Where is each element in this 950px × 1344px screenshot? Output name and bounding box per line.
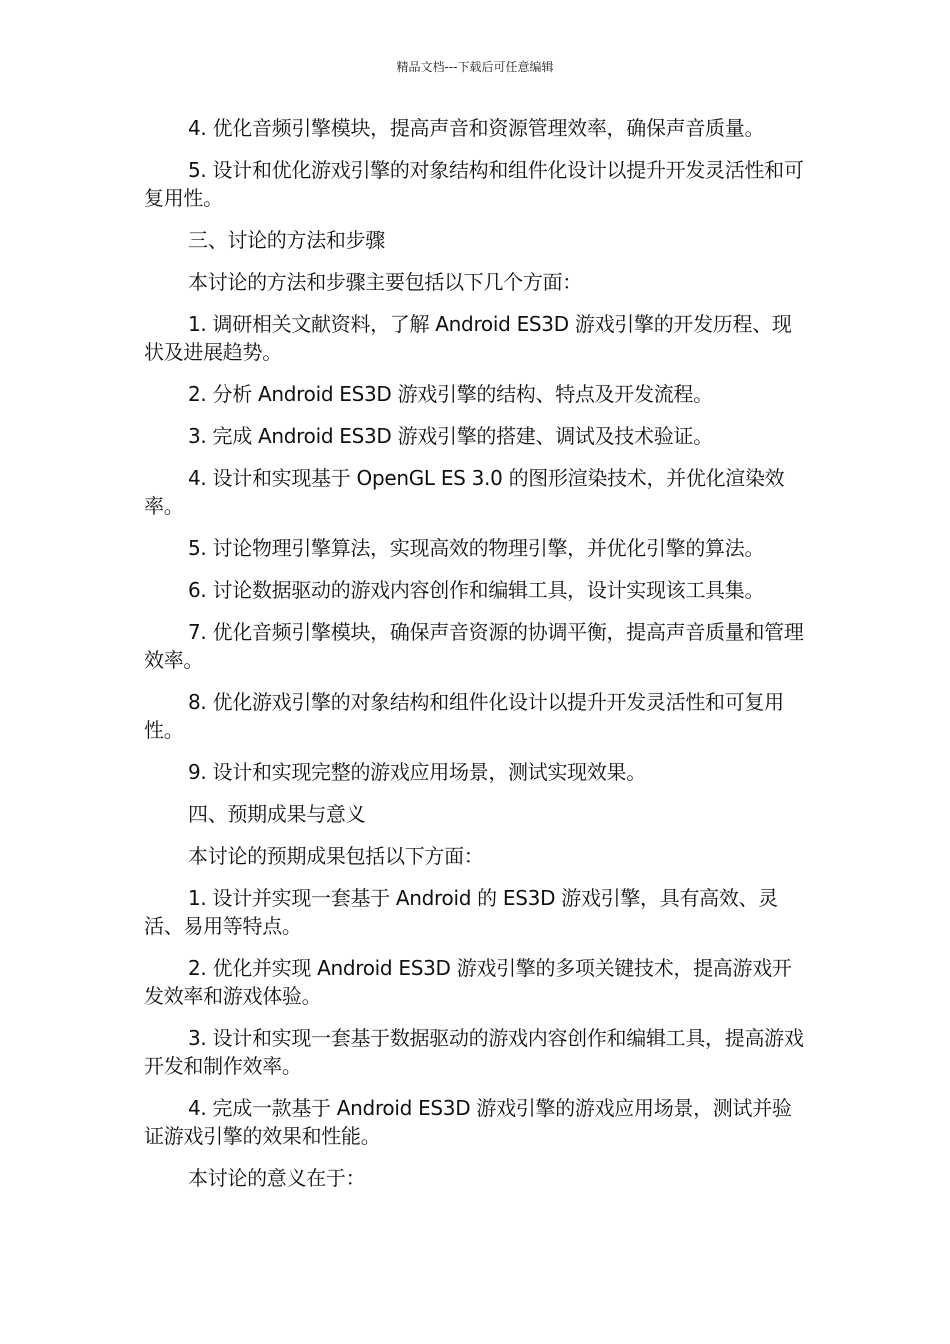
paragraph-1: 4. 优化音频引擎模块，提高声音和资源管理效率，确保声音质量。 bbox=[188, 116, 765, 140]
paragraph-16: 3. 设计和实现一套基于数据驱动的游戏内容创作和编辑工具，提高游戏开发和制作效率。 bbox=[144, 1026, 804, 1078]
paragraph-17: 4. 完成一款基于 Android ES3D 游戏引擎的游戏应用场景，测试并验证游戏引擎的效果和性能。 bbox=[144, 1096, 792, 1148]
paragraph-7: 4. 设计和实现基于 OpenGL ES 3.0 的图形渲染技术，并优化渲染效率。 bbox=[144, 466, 785, 518]
paragraph-3: 本讨论的方法和步骤主要包括以下几个方面： bbox=[188, 270, 582, 294]
document-body bbox=[144, 114, 808, 1206]
paragraph-14: 1. 设计并实现一套基于 Android 的 ES3D 游戏引擎，具有高效、灵活、易用等特点。 bbox=[144, 886, 778, 938]
paragraph-15: 2. 优化并实现 Android ES3D 游戏引擎的多项关键技术，提高游戏开发效率和游戏体验。 bbox=[144, 956, 792, 1008]
paragraph-8: 5. 讨论物理引擎算法，实现高效的物理引擎，并优化引擎的算法。 bbox=[188, 536, 765, 560]
paragraph-11: 8. 优化游戏引擎的对象结构和组件化设计以提升开发灵活性和可复用性。 bbox=[144, 690, 784, 742]
paragraph-12: 9. 设计和实现完整的游戏应用场景，测试实现效果。 bbox=[188, 760, 646, 784]
paragraph-2: 5. 设计和优化游戏引擎的对象结构和组件化设计以提升开发灵活性和可复用性。 bbox=[144, 158, 804, 210]
page-header: 精品文档---下载后可任意编辑 bbox=[396, 60, 554, 74]
paragraph-4: 1. 调研相关文献资料，了解 Android ES3D 游戏引擎的开发历程、现状及进展趋势。 bbox=[144, 312, 792, 364]
paragraph-10: 7. 优化音频引擎模块，确保声音资源的协调平衡，提高声音质量和管理效率。 bbox=[144, 620, 804, 672]
section-heading-results: 四、预期成果与意义 bbox=[188, 802, 366, 826]
paragraph-18: 本讨论的意义在于： bbox=[188, 1166, 366, 1190]
paragraph-13: 本讨论的预期成果包括以下方面： bbox=[188, 844, 484, 868]
section-heading-methods: 三、讨论的方法和步骤 bbox=[188, 228, 385, 252]
paragraph-6: 3. 完成 Android ES3D 游戏引擎的搭建、调试及技术验证。 bbox=[188, 424, 713, 448]
paragraph-5: 2. 分析 Android ES3D 游戏引擎的结构、特点及开发流程。 bbox=[188, 382, 713, 406]
paragraph-9: 6. 讨论数据驱动的游戏内容创作和编辑工具，设计实现该工具集。 bbox=[188, 578, 765, 602]
